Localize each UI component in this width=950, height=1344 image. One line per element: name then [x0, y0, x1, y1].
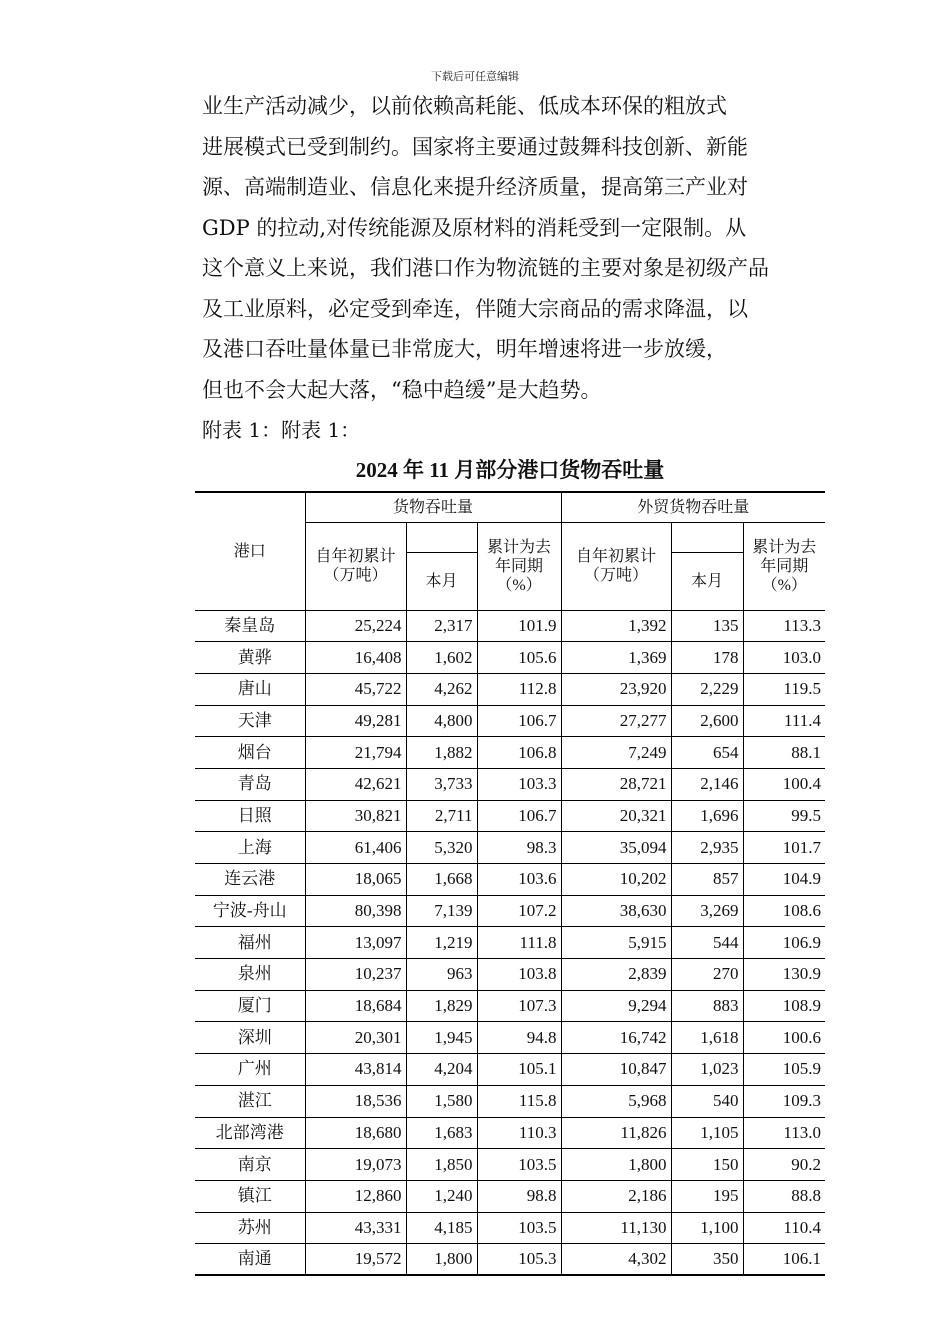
appendix-label: 附表 1：附表 1：	[202, 418, 361, 442]
header-cargo-throughput: 货物吞吐量	[305, 492, 561, 522]
table-row	[195, 1244, 825, 1276]
cell-foreign-month: 540	[671, 1085, 743, 1117]
cell-cargo-month: 7,139	[406, 895, 477, 927]
header-foreign-trade-throughput: 外贸货物吞吐量	[561, 492, 825, 522]
header-ytd-foreign: 自年初累计（万吨）	[561, 522, 671, 610]
paragraph-line: 及港口吞吐量体量已非常庞大，明年增速将进一步放缓，	[202, 337, 727, 361]
cell-foreign-yoy: 119.5	[743, 673, 825, 705]
table-row	[195, 642, 825, 674]
cell-port: 宁波-舟山	[195, 895, 305, 927]
cell-cargo-month: 1,580	[406, 1085, 477, 1117]
paragraph-line: 源、高端制造业、信息化来提升经济质量，提高第三产业对	[202, 175, 748, 199]
cell-cargo-yoy: 103.6	[477, 864, 561, 896]
cell-foreign-month: 1,100	[671, 1212, 743, 1244]
cell-foreign-yoy: 100.4	[743, 768, 825, 800]
cell-foreign-ytd: 4,302	[561, 1244, 671, 1276]
cell-foreign-yoy: 130.9	[743, 959, 825, 991]
cell-port: 南京	[195, 1149, 305, 1181]
cell-foreign-month: 2,229	[671, 673, 743, 705]
cell-foreign-yoy: 88.1	[743, 737, 825, 769]
cell-cargo-month: 1,602	[406, 642, 477, 674]
cell-foreign-month: 2,935	[671, 832, 743, 864]
table-row	[195, 610, 825, 642]
cell-foreign-month: 350	[671, 1244, 743, 1276]
cell-cargo-ytd: 10,237	[305, 959, 406, 991]
cell-cargo-ytd: 13,097	[305, 927, 406, 959]
table-row	[195, 959, 825, 991]
cell-foreign-ytd: 7,249	[561, 737, 671, 769]
table-row	[195, 895, 825, 927]
cell-cargo-month: 2,711	[406, 800, 477, 832]
header-ytd: 自年初累计（万吨）	[305, 522, 406, 610]
header-yoy: 累计为去年同期（%）	[477, 522, 561, 610]
cell-cargo-yoy: 103.5	[477, 1212, 561, 1244]
header-spacer	[671, 522, 743, 552]
cell-cargo-yoy: 112.8	[477, 673, 561, 705]
cell-cargo-month: 4,800	[406, 705, 477, 737]
page-header: 下载后可任意编辑	[431, 70, 519, 83]
cell-foreign-month: 1,696	[671, 800, 743, 832]
cell-cargo-month: 1,219	[406, 927, 477, 959]
cell-cargo-ytd: 43,814	[305, 1054, 406, 1086]
cell-foreign-ytd: 28,721	[561, 768, 671, 800]
table-row	[195, 832, 825, 864]
cell-port: 唐山	[195, 673, 305, 705]
cell-cargo-ytd: 18,065	[305, 864, 406, 896]
cell-foreign-yoy: 105.9	[743, 1054, 825, 1086]
cell-foreign-month: 195	[671, 1180, 743, 1212]
cell-cargo-month: 1,668	[406, 864, 477, 896]
cell-cargo-yoy: 101.9	[477, 610, 561, 642]
cell-cargo-month: 2,317	[406, 610, 477, 642]
body-paragraph	[202, 86, 822, 410]
cell-foreign-ytd: 5,968	[561, 1085, 671, 1117]
cell-cargo-ytd: 21,794	[305, 737, 406, 769]
cell-foreign-ytd: 11,130	[561, 1212, 671, 1244]
cell-foreign-ytd: 9,294	[561, 990, 671, 1022]
cell-cargo-ytd: 12,860	[305, 1180, 406, 1212]
cell-port: 泉州	[195, 959, 305, 991]
cell-foreign-yoy: 90.2	[743, 1149, 825, 1181]
cell-port: 镇江	[195, 1180, 305, 1212]
cell-cargo-yoy: 98.8	[477, 1180, 561, 1212]
table-row	[195, 864, 825, 896]
cell-cargo-ytd: 25,224	[305, 610, 406, 642]
table-row	[195, 1085, 825, 1117]
cell-foreign-ytd: 5,915	[561, 927, 671, 959]
cell-foreign-yoy: 100.6	[743, 1022, 825, 1054]
paragraph-line: 这个意义上来说，我们港口作为物流链的主要对象是初级产品	[202, 256, 769, 280]
cell-foreign-month: 178	[671, 642, 743, 674]
cell-cargo-ytd: 42,621	[305, 768, 406, 800]
cell-cargo-yoy: 106.8	[477, 737, 561, 769]
paragraph-line: 业生产活动减少，以前依赖高耗能、低成本环保的粗放式	[202, 94, 727, 118]
table-row	[195, 768, 825, 800]
paragraph-line: 进展模式已受到制约。国家将主要通过鼓舞科技创新、新能	[202, 134, 748, 159]
cell-cargo-yoy: 115.8	[477, 1085, 561, 1117]
table-row	[195, 1117, 825, 1149]
cell-cargo-ytd: 20,301	[305, 1022, 406, 1054]
cell-cargo-ytd: 43,331	[305, 1212, 406, 1244]
cell-cargo-yoy: 107.3	[477, 990, 561, 1022]
cell-cargo-ytd: 45,722	[305, 673, 406, 705]
cell-port: 黄骅	[195, 642, 305, 674]
table-row	[195, 1180, 825, 1212]
cell-cargo-yoy: 105.3	[477, 1244, 561, 1276]
cell-port: 福州	[195, 927, 305, 959]
cell-cargo-month: 1,945	[406, 1022, 477, 1054]
header-month: 本月	[406, 552, 477, 610]
cell-foreign-month: 270	[671, 959, 743, 991]
cell-cargo-month: 4,204	[406, 1054, 477, 1086]
header-month-foreign: 本月	[671, 552, 743, 610]
cell-cargo-month: 4,262	[406, 673, 477, 705]
table-title: 2024 年 11 月部分港口货物吞吐量	[355, 458, 665, 482]
cell-cargo-month: 963	[406, 959, 477, 991]
table-row	[195, 800, 825, 832]
cell-foreign-yoy: 113.0	[743, 1117, 825, 1149]
cell-port: 苏州	[195, 1212, 305, 1244]
cell-port: 上海	[195, 832, 305, 864]
cell-cargo-ytd: 19,073	[305, 1149, 406, 1181]
cell-cargo-yoy: 103.8	[477, 959, 561, 991]
cell-cargo-yoy: 98.3	[477, 832, 561, 864]
cell-cargo-yoy: 105.6	[477, 642, 561, 674]
cell-foreign-ytd: 10,202	[561, 864, 671, 896]
cell-foreign-yoy: 113.3	[743, 610, 825, 642]
cell-foreign-yoy: 110.4	[743, 1212, 825, 1244]
cell-foreign-ytd: 27,277	[561, 705, 671, 737]
cell-port: 湛江	[195, 1085, 305, 1117]
cell-foreign-month: 135	[671, 610, 743, 642]
cell-cargo-ytd: 61,406	[305, 832, 406, 864]
cell-foreign-yoy: 88.8	[743, 1180, 825, 1212]
cell-foreign-month: 2,600	[671, 705, 743, 737]
cell-foreign-ytd: 2,186	[561, 1180, 671, 1212]
cell-foreign-ytd: 1,800	[561, 1149, 671, 1181]
cell-foreign-ytd: 1,369	[561, 642, 671, 674]
cell-cargo-ytd: 18,684	[305, 990, 406, 1022]
cell-cargo-ytd: 19,572	[305, 1244, 406, 1276]
cell-foreign-ytd: 11,826	[561, 1117, 671, 1149]
table-row	[195, 1022, 825, 1054]
cell-foreign-ytd: 38,630	[561, 895, 671, 927]
cell-cargo-ytd: 18,680	[305, 1117, 406, 1149]
cell-cargo-month: 4,185	[406, 1212, 477, 1244]
cell-foreign-yoy: 106.1	[743, 1244, 825, 1276]
cell-port: 秦皇岛	[195, 610, 305, 642]
cell-foreign-yoy: 104.9	[743, 864, 825, 896]
header-spacer	[406, 522, 477, 552]
cell-foreign-ytd: 10,847	[561, 1054, 671, 1086]
cell-foreign-yoy: 106.9	[743, 927, 825, 959]
cell-cargo-month: 1,829	[406, 990, 477, 1022]
cell-foreign-yoy: 99.5	[743, 800, 825, 832]
cell-port: 广州	[195, 1054, 305, 1086]
cell-cargo-yoy: 106.7	[477, 705, 561, 737]
paragraph-line: 但也不会大起大落，“稳中趋缓”是大趋势。	[202, 377, 602, 402]
cell-cargo-ytd: 18,536	[305, 1085, 406, 1117]
cell-port: 厦门	[195, 990, 305, 1022]
cell-foreign-month: 1,105	[671, 1117, 743, 1149]
paragraph-line: 及工业原料，必定受到牵连，伴随大宗商品的需求降温，以	[202, 296, 748, 321]
cell-foreign-month: 2,146	[671, 768, 743, 800]
cell-cargo-yoy: 103.5	[477, 1149, 561, 1181]
table-row	[195, 990, 825, 1022]
cell-foreign-yoy: 108.9	[743, 990, 825, 1022]
cell-cargo-yoy: 106.7	[477, 800, 561, 832]
cell-cargo-yoy: 107.2	[477, 895, 561, 927]
port-throughput-table	[195, 491, 825, 1276]
cell-port: 连云港	[195, 864, 305, 896]
cell-cargo-month: 1,240	[406, 1180, 477, 1212]
cell-cargo-month: 3,733	[406, 768, 477, 800]
cell-cargo-ytd: 16,408	[305, 642, 406, 674]
cell-port: 北部湾港	[195, 1117, 305, 1149]
cell-foreign-yoy: 109.3	[743, 1085, 825, 1117]
cell-cargo-ytd: 30,821	[305, 800, 406, 832]
table-row	[195, 1054, 825, 1086]
cell-cargo-yoy: 111.8	[477, 927, 561, 959]
cell-foreign-month: 1,023	[671, 1054, 743, 1086]
cell-foreign-yoy: 103.0	[743, 642, 825, 674]
cell-cargo-month: 1,683	[406, 1117, 477, 1149]
table-row	[195, 705, 825, 737]
cell-foreign-ytd: 1,392	[561, 610, 671, 642]
cell-port: 天津	[195, 705, 305, 737]
header-port: 港口	[195, 492, 305, 610]
cell-foreign-month: 857	[671, 864, 743, 896]
cell-cargo-yoy: 110.3	[477, 1117, 561, 1149]
cell-foreign-yoy: 108.6	[743, 895, 825, 927]
cell-cargo-month: 1,800	[406, 1244, 477, 1276]
cell-foreign-month: 3,269	[671, 895, 743, 927]
table-row	[195, 1149, 825, 1181]
cell-foreign-month: 150	[671, 1149, 743, 1181]
cell-foreign-ytd: 35,094	[561, 832, 671, 864]
table-row	[195, 673, 825, 705]
cell-port: 日照	[195, 800, 305, 832]
cell-cargo-yoy: 94.8	[477, 1022, 561, 1054]
paragraph-line: GDP 的拉动,对传统能源及原材料的消耗受到一定限制。从	[202, 215, 747, 240]
cell-cargo-yoy: 103.3	[477, 768, 561, 800]
cell-foreign-month: 654	[671, 737, 743, 769]
cell-foreign-ytd: 23,920	[561, 673, 671, 705]
table-row	[195, 737, 825, 769]
cell-cargo-month: 5,320	[406, 832, 477, 864]
cell-port: 南通	[195, 1244, 305, 1276]
table-row	[195, 927, 825, 959]
cell-foreign-month: 544	[671, 927, 743, 959]
cell-cargo-ytd: 49,281	[305, 705, 406, 737]
cell-foreign-ytd: 16,742	[561, 1022, 671, 1054]
cell-foreign-yoy: 111.4	[743, 705, 825, 737]
cell-port: 青岛	[195, 768, 305, 800]
cell-foreign-month: 1,618	[671, 1022, 743, 1054]
cell-port: 烟台	[195, 737, 305, 769]
cell-port: 深圳	[195, 1022, 305, 1054]
cell-foreign-ytd: 2,839	[561, 959, 671, 991]
table-row	[195, 1212, 825, 1244]
cell-cargo-yoy: 105.1	[477, 1054, 561, 1086]
cell-cargo-ytd: 80,398	[305, 895, 406, 927]
cell-foreign-yoy: 101.7	[743, 832, 825, 864]
header-yoy-foreign: 累计为去年同期（%）	[743, 522, 825, 610]
cell-cargo-month: 1,882	[406, 737, 477, 769]
cell-cargo-month: 1,850	[406, 1149, 477, 1181]
cell-foreign-month: 883	[671, 990, 743, 1022]
cell-foreign-ytd: 20,321	[561, 800, 671, 832]
